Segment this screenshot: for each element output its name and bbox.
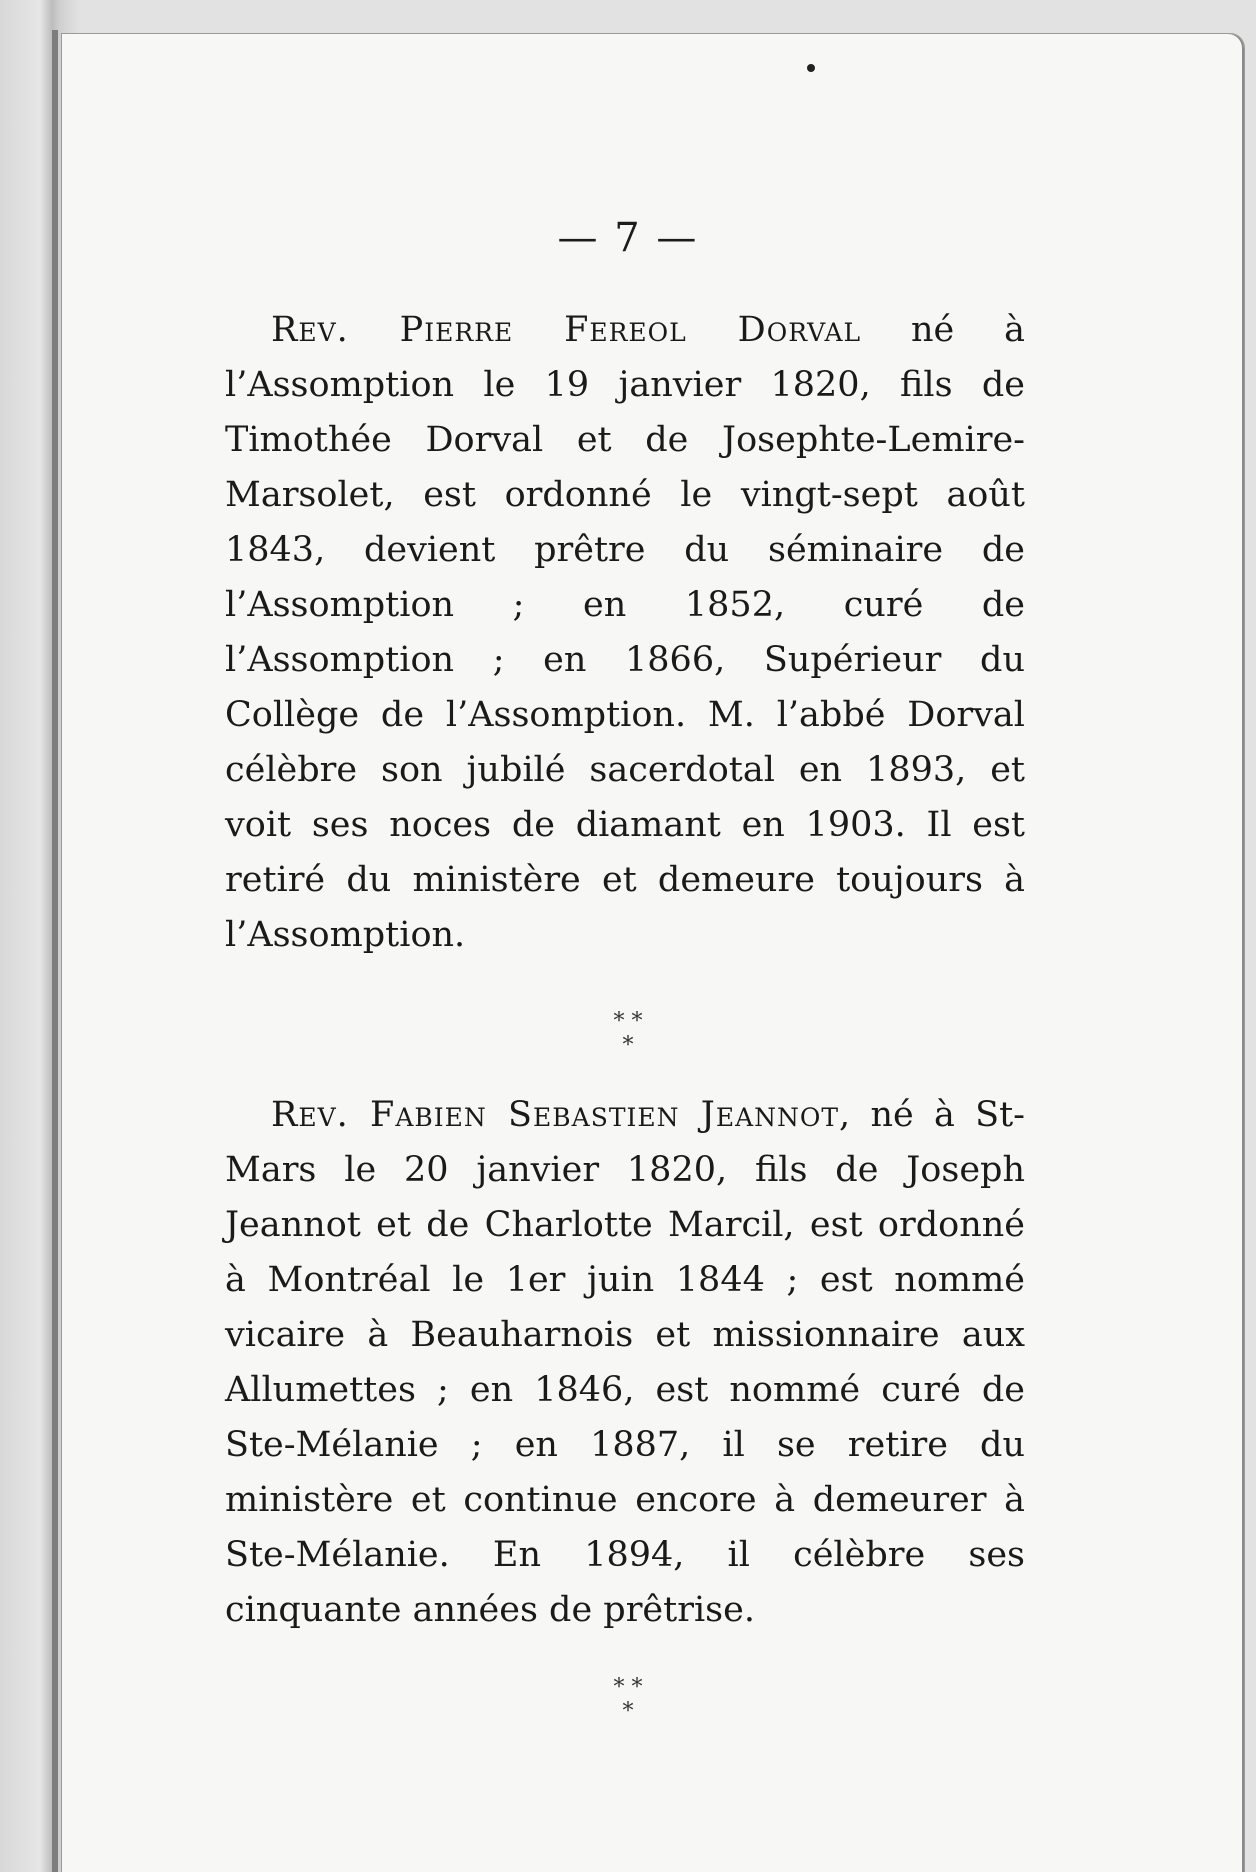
entry-text: né à l’Assomption le 19 janvier 1820, fils de Timothée Dorval et de Josephte-Lemire-Marsolet, est ordonné le vingt-sept août 1843, devient prêtre du séminaire de l’Assomption ; en 1852, curé de l’Assomption ; en 1866, Supérieur du Collège de l’Assomption. M. l’abbé Dorval célèbre son jubilé sacerdotal en 1893, et voit ses noces de diamant en 1903. Il est retiré du ministère et demeure toujours à l’Assomption. — [225, 310, 1026, 955]
biography-entry-jeannot — [225, 1088, 1025, 1638]
entry-name: Rev. Fabien Sebastien Jeannot — [271, 1095, 840, 1135]
asterism-separator — [0, 1676, 1256, 1724]
entry-text: , né à St-Mars le 20 janvier 1820, fils de Joseph Jeannot et de Charlotte Marcil, est ordonné à Montréal le 1er juin 1844 ; est nommé vicaire à Beauharnois et missionnaire aux Allumettes ; en 1846, est nommé curé de Ste-Mélanie ; en 1887, il se retire du ministère et continue encore à demeurer à Ste-Mélanie. En 1894, il célèbre ses cinquante années de prêtrise. — [225, 1095, 1025, 1630]
asterism-top: * * — [613, 1009, 643, 1034]
page-number: — 7 — — [557, 215, 699, 261]
biography-entry-dorval — [225, 303, 1025, 963]
asterism-top: * * — [613, 1675, 643, 1700]
ink-speck — [807, 64, 815, 72]
asterism-bottom: * — [622, 1033, 634, 1058]
entry-name: Rev. Pierre Fereol Dorval — [271, 310, 862, 350]
book-binding-edge — [52, 30, 58, 1872]
asterism-separator — [0, 1010, 1256, 1058]
asterism-bottom: * — [622, 1699, 634, 1724]
